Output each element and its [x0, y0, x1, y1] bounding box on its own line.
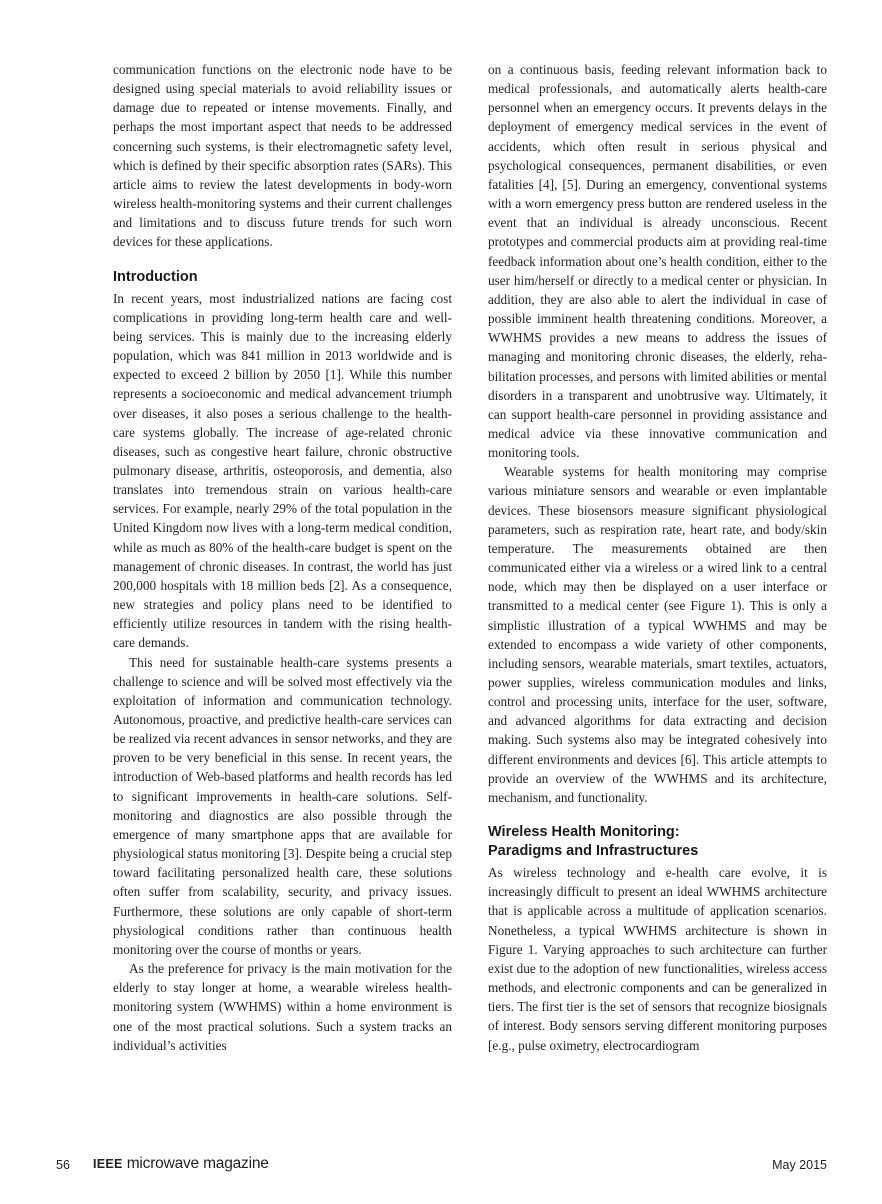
left-column [113, 60, 452, 1055]
section-heading-line-1: Wireless Health Monitoring: [488, 824, 680, 841]
introduction-paragraph-2: This need for sustainable health-care systems presents a challenge to science and will be solved most effectively via the exploitation of information and communication technology. Autonomous, proactive, and predictive health-care services can be realized via recent advances in sensor networks, and they are proven to be very beneficial in this sense. In recent years, the introduction of Web-based platforms and health records has led to significant improvements in health-care solutions. Self-monitoring and diagnostics are also possible through the emergence of many smartphone apps that are available for physiological status monitoring [3]. Despite being a crucial step toward facilitating personalized health care, these solutions often suffer from scalability, security, and privacy issues. Furthermore, these solutions are only capable of short-term physiological conditions rather than continuous health monitoring over the course of months or years. [113, 654, 452, 957]
section-heading-line-2: Paradigms and Infrastructures [488, 843, 699, 860]
wearable-systems-paragraph: Wearable systems for health monitoring may comprise various miniature sensors and wearable or even implantable devices. These biosensors measure significant physiological parameters, such as respiration rate, heart rate, and body/skin temperature. The measurements obtained are then communicated either via a wireless or a wired link to a central node, which may then be displayed on a user interface or transmitted to a medical center (see Figure 1). This is only a simplistic illustration of a typical WWHMS and may be extended to encompass a wide variety of other components, including sensors, wearable materials, smart textiles, actuators, power supplies, wireless communication modules and links, control and processing units, interface for the user, software, and advanced algorithms for data extracting and decision making. Such systems also may be integrated cohesively into different environments and devices [6]. This article attempts to provide an overview of the WWHMS and its architecture, mechanism, and functionality. [488, 464, 827, 805]
intro-continuation-paragraph: communication functions on the electronic node have to be designed using special materials to avoid reliability issues or damage due to repeated or intense movements. Finally, and perhaps the most important aspect that needs to be addressed concerning such systems, is their electromagnetic safety level, which is defined by their specific absorption rates (SARs). This article aims to review the latest developments in body-worn wireless health-monitoring systems and their current challenges and limitations and to discuss future trends for such worn devices for these applications. [113, 62, 452, 250]
section-heading-wireless-health-monitoring [488, 823, 827, 861]
introduction-paragraph-3: As the preference for privacy is the main motivation for the elderly to stay longer at home, a wearable wireless health-monitoring system (WWHMS) within a home environment is one of the most practical solutions. Such a system tracks an individual’s activities [113, 961, 452, 1053]
issue-date: May 2015 [772, 1158, 827, 1172]
introduction-paragraph-1: In recent years, most industrialized nations are facing cost complications in providing long-term health care and well-being services. This is mainly due to the increasing elderly population, which was 841 million in 2013 worldwide and is expected to exceed 2 billion by 2050 [1]. While this number represents a socioeconomic and medical advancement triumph over diseases, it also poses a serious challenge to the health-care systems globally. The increase of age-related chronic diseases, such as congestive heart failure, chronic obstructive pulmonary disease, arthritis, osteoporosis, and dementia, also translates into tremendous strain on various health-care services. For example, nearly 29% of the total population in the United Kingdom now lives with a long-term medical condition, while as much as 80% of the health-care budget is spent on the management of chronic diseases. In contrast, the world has just 200,000 hospitals with 18 million beds [2]. As a consequence, new strategies and policy plans need to be identified to efficiently utilize resources in tandem with the rising health-care demands. [113, 290, 452, 651]
magazine-name: microwave magazine [126, 1155, 269, 1172]
magazine-title [93, 1155, 269, 1173]
architecture-paragraph: As wireless technology and e-health care evolve, it is increasingly difficult to present an ideal WWHMS architecture that is applicable across a multitude of application scenarios. Nonetheless, a typical WWHMS architecture is shown in Figure 1. Varying approaches to such architecture can further exist due to the adoption of new functionalities, wireless access methods, and electronic components and can be generalized in tiers. The first tier is the set of sensors that recognize biosignals of interest. Body sensors serving different monitoring purposes [e.g., pulse oximetry, electrocardiogram [488, 865, 827, 1053]
right-column [488, 60, 827, 1055]
body-paragraph-continuation: on a continuous basis, feeding relevant information back to medical professionals, and automatically alerts health-care personnel when an emergency occurs. It prevents delays in the deployment of emergency medical services in the event of accidents, which often result in serious physical and psychological consequences, permanent disabilities, or even fatalities [4], [5]. During an emergency, conventional systems with a worn emergency press button are rendered useless in the event that an individual is already unconscious. Recent prototypes and commercial products aim at providing real-time feedback information about one’s health condition, either to the user him/herself or directly to a medical center or physician. In addition, they are also able to alert the individual in case of possible imminent health threatening conditions. Moreover, a WWHMS provides a new means to address the issues of managing and monitoring chronic diseases, the elderly, rehabilitation processes, and persons with limited abilities or mental disorders in a transparent and unobtrusive way. Ultimately, it can support health-care personnel in providing assistance and medical advice via these innovative communication and monitoring tools. [488, 62, 827, 461]
introduction-heading: Introduction [113, 268, 198, 285]
page-number: 56 [56, 1158, 70, 1172]
page-footer [50, 1155, 827, 1177]
ieee-label: IEEE [93, 1157, 123, 1171]
